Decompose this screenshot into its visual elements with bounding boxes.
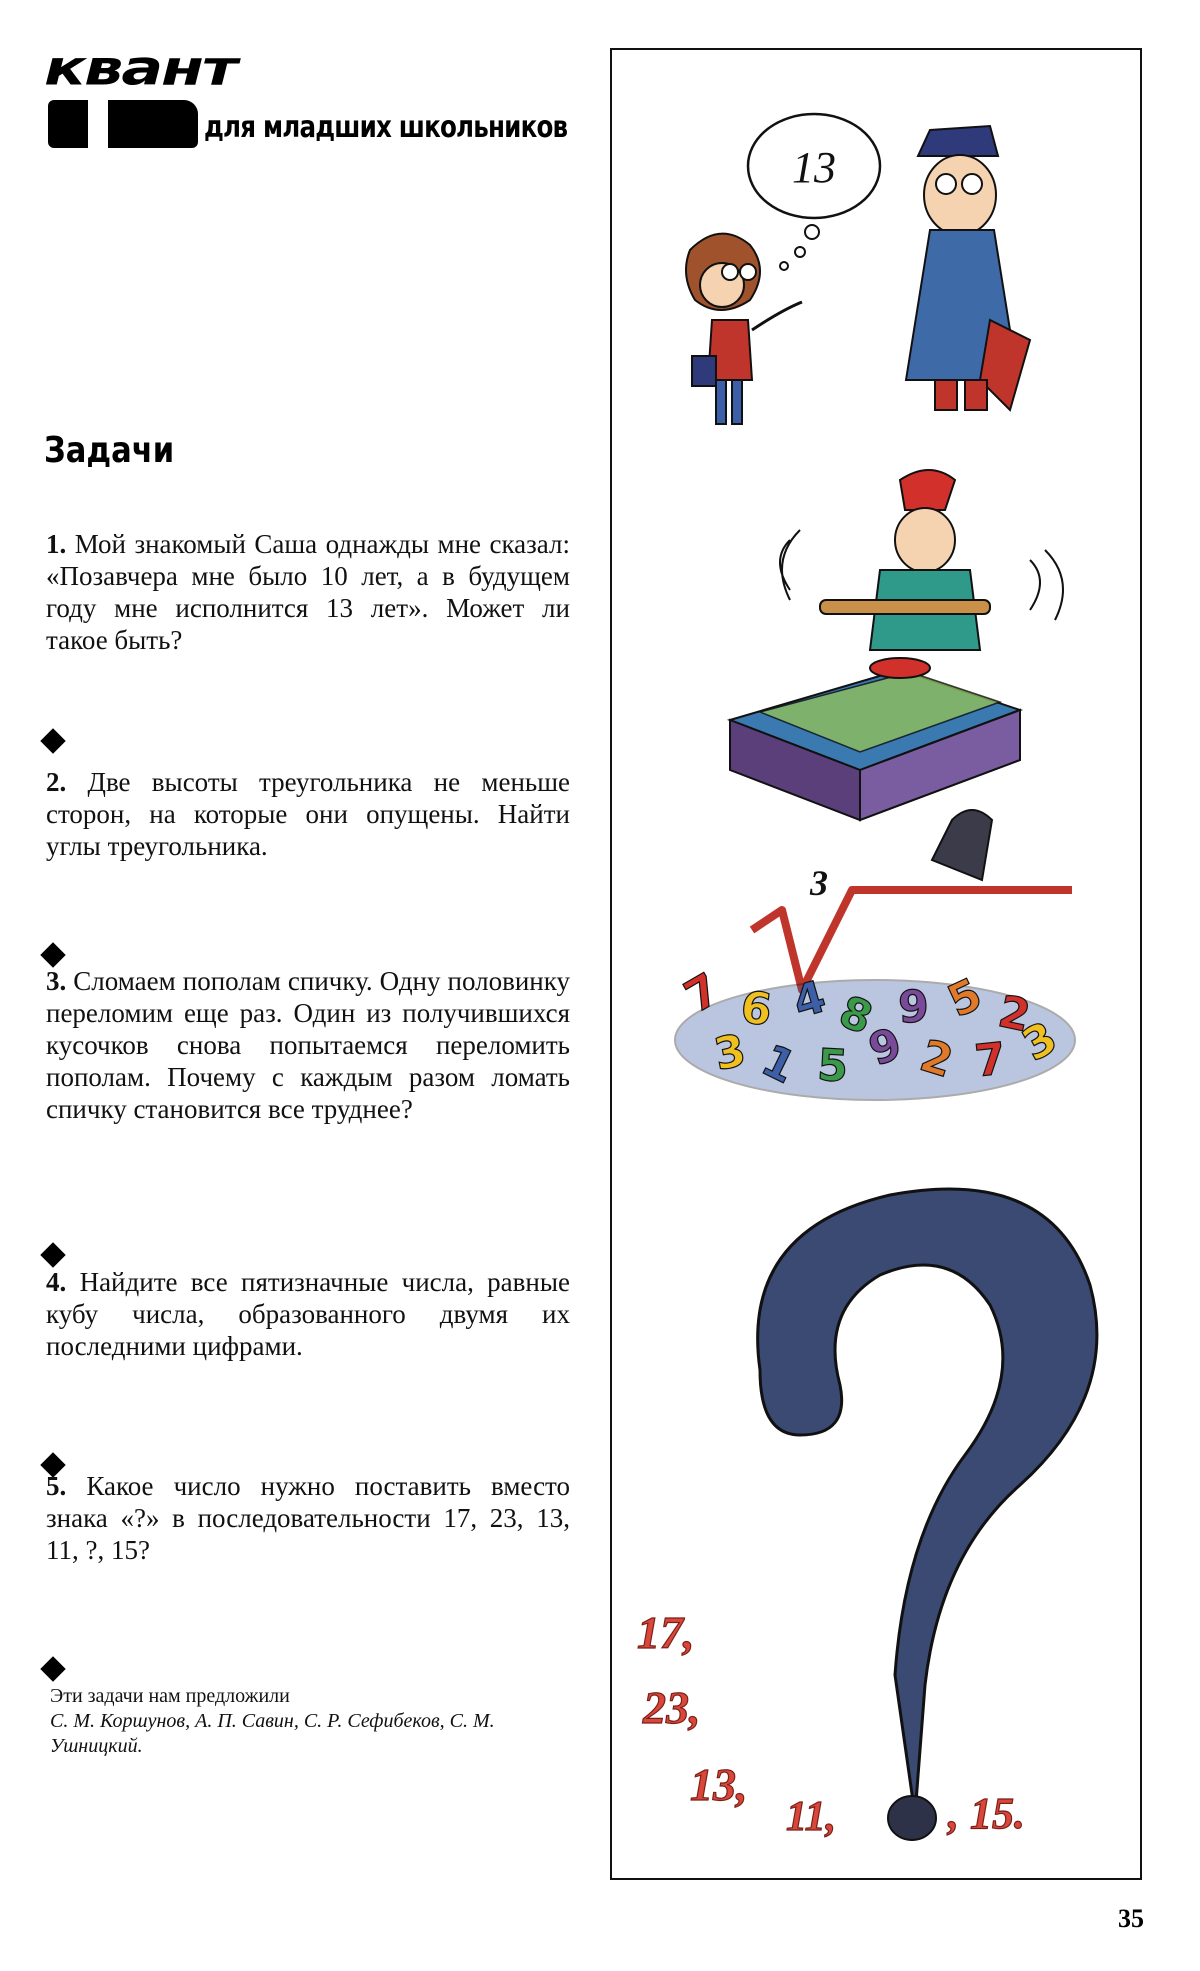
pile-digit: 5 bbox=[940, 968, 990, 1028]
question-mark-illustration bbox=[637, 1189, 1097, 1840]
sequence-number: 13, bbox=[690, 1759, 748, 1810]
sequence-number: 17, bbox=[637, 1607, 695, 1658]
gnome-on-matchbox-illustration bbox=[730, 470, 1063, 820]
pile-digit: 2 bbox=[994, 986, 1035, 1043]
pile-digit: 7 bbox=[676, 963, 729, 1024]
problem-number: 5. bbox=[46, 1471, 67, 1501]
sequence-number: , 15. bbox=[948, 1789, 1025, 1838]
pile-digit: 5 bbox=[815, 1039, 850, 1093]
thought-bubble-number: 13 bbox=[792, 143, 836, 192]
question-mark-icon bbox=[758, 1189, 1097, 1815]
pile-digit: 3 bbox=[1014, 1011, 1066, 1072]
pile-digit: 2 bbox=[914, 1030, 959, 1088]
pile-digit: 9 bbox=[862, 1017, 909, 1077]
problem-text: Какое число нужно поставить вместо знака «?» в последовательности 17, 23, 13, 11, ?, 15? bbox=[46, 1471, 570, 1565]
problem-text: Мой знакомый Саша однажды мне сказал: «Позавчера мне было 10 лет, а в будущем году мне исполнится 13 лет». Может ли такое быть? bbox=[46, 529, 570, 655]
scene-boy-and-man-illustration bbox=[686, 114, 1030, 424]
old-man-figure-icon bbox=[906, 126, 1030, 410]
logo-word: квант bbox=[44, 39, 236, 97]
pile-digit: 3 bbox=[710, 1024, 750, 1081]
root-index: 3 bbox=[810, 863, 828, 903]
problem-number: 1. bbox=[46, 529, 67, 559]
pile-digit: 8 bbox=[832, 986, 880, 1045]
sequence-number: 23, bbox=[643, 1682, 701, 1733]
sequence-number: 11, bbox=[786, 1794, 837, 1840]
logo-subtitle: для младших школьников bbox=[204, 110, 568, 145]
section-title: Задачи bbox=[44, 430, 175, 471]
pile-digit: 7 bbox=[972, 1033, 1009, 1088]
pile-digit: 9 bbox=[897, 981, 930, 1034]
credits-intro: Эти задачи нам предложили bbox=[50, 1685, 290, 1707]
pile-digit: 4 bbox=[787, 971, 832, 1029]
credits-authors: С. М. Коршунов, А. П. Савин, С. Р. Сефибеков, С. М. Ушницкий. bbox=[50, 1710, 495, 1757]
problem-number: 4. bbox=[46, 1267, 67, 1297]
problem-text: Сломаем пополам спичку. Одну половинку переломим еще раз. Один из получившихся кусочков снова попытаемся переломить пополам. Почему с каждым разом ломать спичку становится все труднее? bbox=[46, 966, 570, 1124]
root-and-numbers-illustration bbox=[675, 810, 1075, 1100]
problem-number: 3. bbox=[46, 966, 67, 996]
page-number: 35 bbox=[1118, 1904, 1144, 1933]
question-dot-icon bbox=[888, 1796, 936, 1840]
problem-number: 2. bbox=[46, 767, 67, 797]
pile-digit: 6 bbox=[737, 981, 775, 1037]
problem-text: Две высоты треугольника не меньше сторон, на которые они опущены. Найти углы треугольника. bbox=[46, 767, 570, 861]
crow-icon bbox=[932, 810, 992, 880]
pile-digit: 1 bbox=[753, 1034, 804, 1095]
problem-text: Найдите все пятизначные числа, равные кубу числа, образованного двумя их последними цифрами. bbox=[46, 1267, 570, 1361]
